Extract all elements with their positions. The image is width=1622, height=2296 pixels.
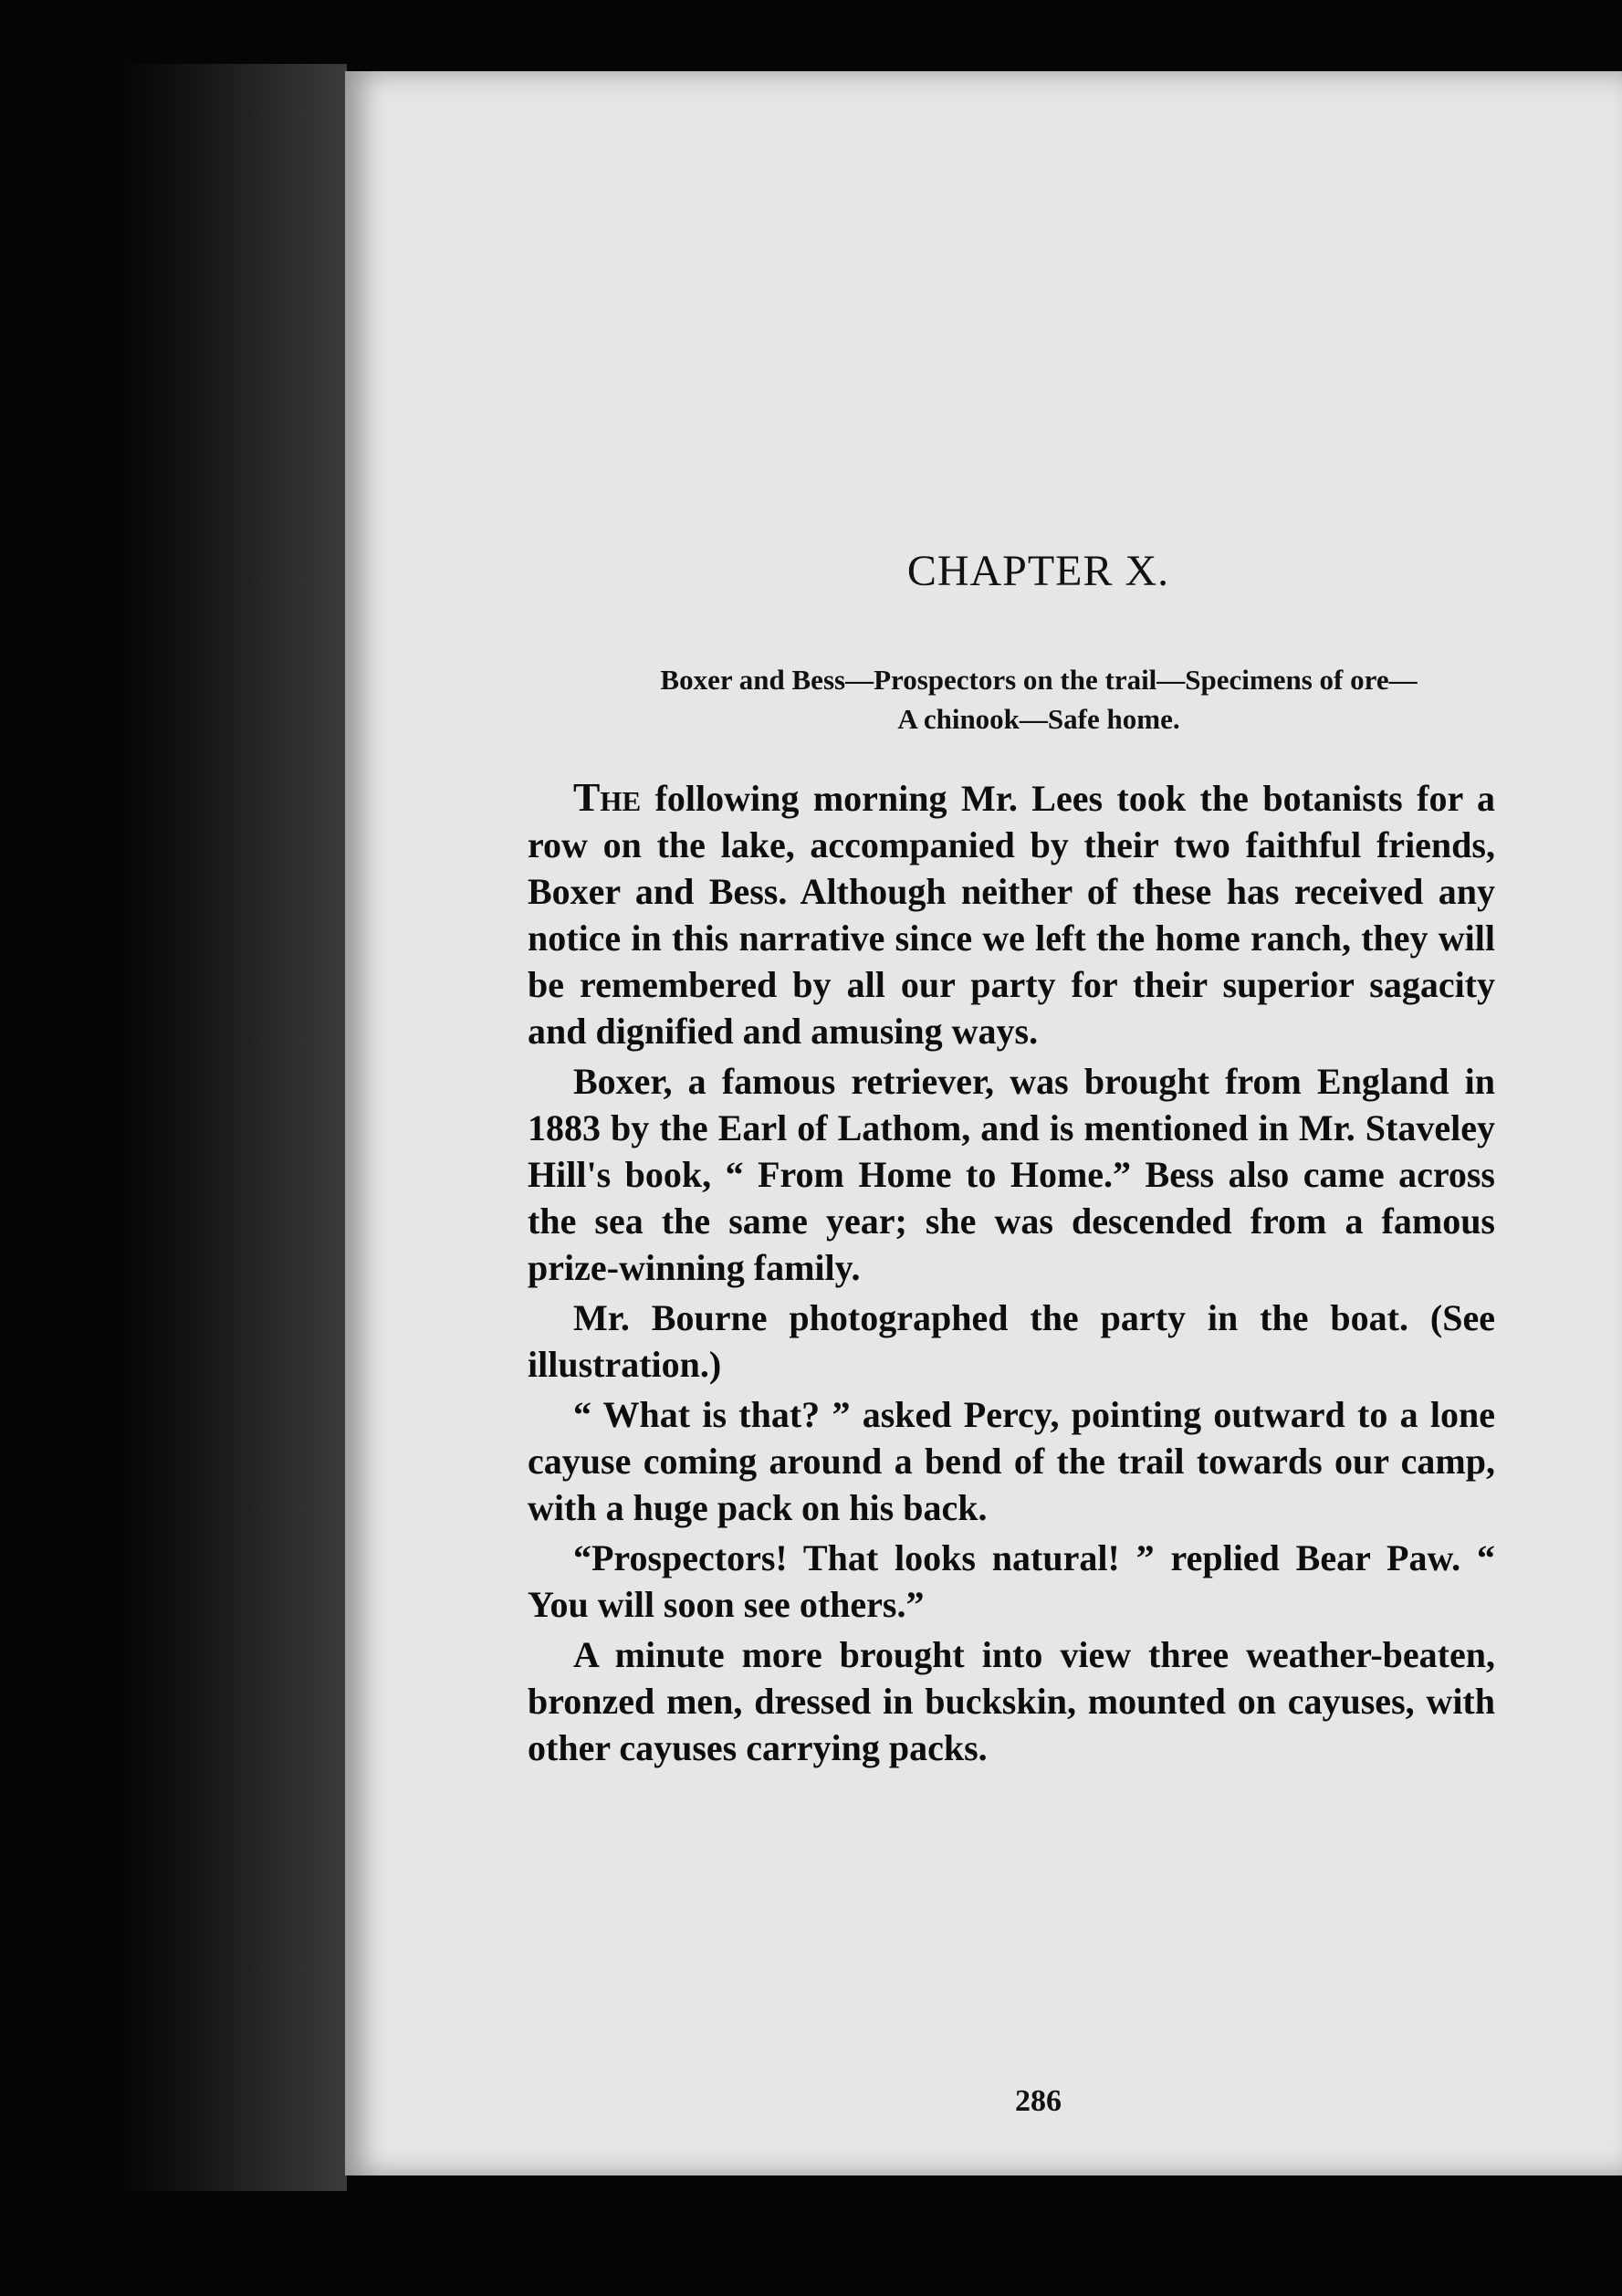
paragraph-3: Mr. Bourne photographed the party in the boat. (See illustration.) [528,1297,1495,1385]
paragraph-1 [528,774,1495,1054]
chapter-summary-line-2: A chinook—Safe home. [897,703,1180,735]
chapter-summary-line-1: Boxer and Bess—Prospectors on the trail—Specimens of ore— [660,664,1418,696]
paragraph-5: “Prospectors! That looks natural! ” replied Bear Paw. “ You will soon see others.” [528,1537,1495,1625]
chapter-summary [555,660,1523,739]
paragraph-2: Boxer, a famous retriever, was brought from England in 1883 by the Earl of Lathom, and is mentioned in Mr. Staveley Hill's book, “ From Home to Home.” Bess also came across the sea the same year; she was descended from a famous prize-winning family. [528,1061,1495,1288]
paragraph-6: A minute more brought into view three weather-beaten, bronzed men, dressed in buckskin, mounted on cayuses, with other cayuses carrying packs. [528,1634,1495,1768]
book-page [345,71,1622,2175]
book-gutter-shadow [119,64,347,2191]
paragraph-4: “ What is that? ” asked Percy, pointing outward to a lone cayuse coming around a bend of the trail towards our camp, with a huge pack on his back. [528,1394,1495,1528]
paragraph-1-lead: The [573,775,642,820]
body-text [528,774,1495,1775]
paragraph-1-text: following morning Mr. Lees took the botanists for a row on the lake, accompanied by their two faithful friends, Boxer and Bess. Although neither of these has received any notice in this narrative since we left the home ranch, they will be remembered by all our party for their superior sagacity and dignified and amusing ways. [528,778,1495,1052]
chapter-title: CHAPTER X. [906,547,1170,595]
page-number: 286 [1015,2084,1062,2118]
